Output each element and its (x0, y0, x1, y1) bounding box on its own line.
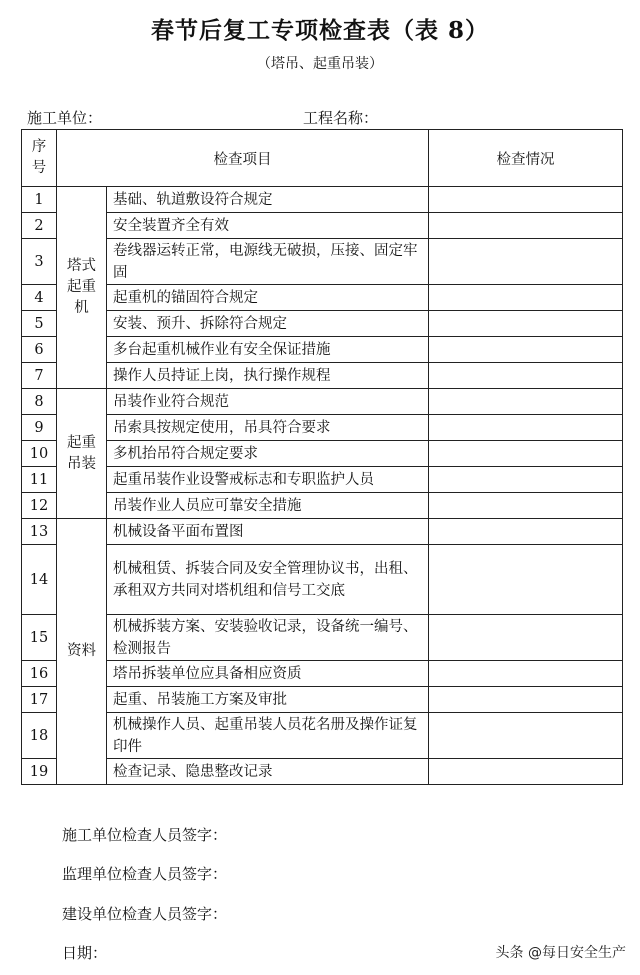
row-number: 1 (22, 187, 57, 213)
row-number: 16 (22, 661, 57, 687)
table-row (22, 213, 623, 239)
result-cell[interactable] (429, 545, 623, 615)
row-number: 19 (22, 759, 57, 785)
result-cell[interactable] (429, 467, 623, 493)
header-no-text: 序号 (31, 139, 47, 176)
category-lifting (57, 389, 107, 519)
check-item: 多台起重机械作业有安全保证措施 (107, 337, 429, 363)
table-row (22, 389, 623, 415)
result-cell[interactable] (429, 415, 623, 441)
supervisor-signature-label: 监理单位检查人员签字： (62, 865, 228, 883)
project-name-label: 工程名称： (303, 109, 379, 127)
check-item: 机械租赁、拆装合同及安全管理协议书，出租、承租双方共同对塔机组和信号工交底 (107, 545, 429, 615)
table-row (22, 187, 623, 213)
row-number: 18 (22, 713, 57, 759)
row-number: 3 (22, 239, 57, 285)
row-number: 2 (22, 213, 57, 239)
row-number: 6 (22, 337, 57, 363)
check-item: 基础、轨道敷设符合规定 (107, 187, 429, 213)
table-header-row (22, 130, 623, 187)
check-item: 吊装作业符合规范 (107, 389, 429, 415)
owner-signature-label: 建设单位检查人员签字： (62, 905, 228, 923)
header-item: 检查项目 (57, 130, 429, 187)
table-row (22, 441, 623, 467)
source-watermark: 头条 @每日安全生产 (495, 945, 626, 961)
result-cell[interactable] (429, 615, 623, 661)
check-item: 吊索具按规定使用，吊具符合要求 (107, 415, 429, 441)
check-item: 安装、预升、拆除符合规定 (107, 311, 429, 337)
result-cell[interactable] (429, 239, 623, 285)
page-subtitle: （塔吊、起重吊装） (257, 56, 383, 72)
result-cell[interactable] (429, 493, 623, 519)
table-row (22, 239, 623, 285)
table-row (22, 363, 623, 389)
page-title: 春节后复工专项检查表（表 8） (150, 17, 489, 44)
table-row (22, 687, 623, 713)
result-cell[interactable] (429, 687, 623, 713)
check-item: 机械操作人员、起重吊装人员花名册及操作证复印件 (107, 713, 429, 759)
check-item: 起重、吊装施工方案及审批 (107, 687, 429, 713)
category-tower-crane-text: 塔式起重机 (67, 258, 96, 316)
header-no (22, 130, 57, 187)
inspection-table (21, 129, 623, 785)
check-item: 操作人员持证上岗，执行操作规程 (107, 363, 429, 389)
result-cell[interactable] (429, 441, 623, 467)
row-number: 12 (22, 493, 57, 519)
result-cell[interactable] (429, 759, 623, 785)
check-item: 起重机的锚固符合规定 (107, 285, 429, 311)
table-row (22, 615, 623, 661)
check-item: 机械拆装方案、安装验收记录，设备统一编号、检测报告 (107, 615, 429, 661)
result-cell[interactable] (429, 389, 623, 415)
table-row (22, 311, 623, 337)
date-label: 日期： (62, 944, 108, 962)
check-item: 塔吊拆装单位应具备相应资质 (107, 661, 429, 687)
result-cell[interactable] (429, 363, 623, 389)
row-number: 4 (22, 285, 57, 311)
table-row (22, 337, 623, 363)
table-row (22, 713, 623, 759)
table-row (22, 661, 623, 687)
row-number: 10 (22, 441, 57, 467)
category-documents: 资料 (57, 519, 107, 785)
table-row (22, 759, 623, 785)
contractor-signature-label: 施工单位检查人员签字： (62, 826, 228, 844)
table-row (22, 545, 623, 615)
result-cell[interactable] (429, 337, 623, 363)
row-number: 5 (22, 311, 57, 337)
check-item: 安全装置齐全有效 (107, 213, 429, 239)
result-cell[interactable] (429, 285, 623, 311)
row-number: 11 (22, 467, 57, 493)
row-number: 15 (22, 615, 57, 661)
header-result: 检查情况 (429, 130, 623, 187)
row-number: 14 (22, 545, 57, 615)
result-cell[interactable] (429, 213, 623, 239)
check-item: 机械设备平面布置图 (107, 519, 429, 545)
check-item: 检查记录、隐患整改记录 (107, 759, 429, 785)
check-item: 吊装作业人员应可靠安全措施 (107, 493, 429, 519)
check-item: 多机抬吊符合规定要求 (107, 441, 429, 467)
table-row (22, 493, 623, 519)
table-row (22, 285, 623, 311)
check-item: 起重吊装作业设警戒标志和专职监护人员 (107, 467, 429, 493)
result-cell[interactable] (429, 713, 623, 759)
row-number: 9 (22, 415, 57, 441)
row-number: 8 (22, 389, 57, 415)
table-row (22, 467, 623, 493)
row-number: 13 (22, 519, 57, 545)
row-number: 7 (22, 363, 57, 389)
contractor-unit-label: 施工单位： (27, 109, 103, 127)
check-item: 卷线器运转正常，电源线无破损，压接、固定牢固 (107, 239, 429, 285)
result-cell[interactable] (429, 661, 623, 687)
category-lifting-text: 起重吊装 (67, 434, 96, 472)
category-tower-crane (57, 187, 107, 389)
result-cell[interactable] (429, 519, 623, 545)
result-cell[interactable] (429, 311, 623, 337)
table-row (22, 415, 623, 441)
row-number: 17 (22, 687, 57, 713)
result-cell[interactable] (429, 187, 623, 213)
table-row (22, 519, 623, 545)
